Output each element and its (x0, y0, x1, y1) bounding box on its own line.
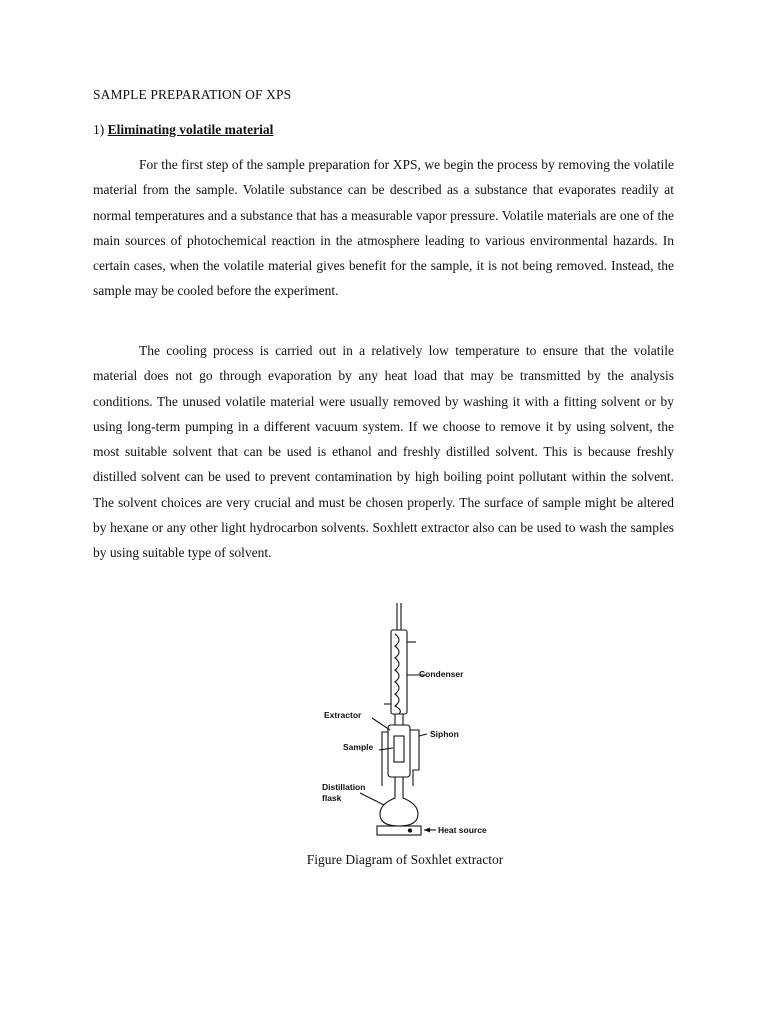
label-extractor: Extractor (324, 710, 362, 720)
soxhlet-figure (300, 600, 510, 840)
section-number: 1) (93, 122, 105, 137)
paragraph-2: The cooling process is carried out in a relatively low temperature to ensure that the volatile material does not go through evaporation by any heat load that may be transmitted by the analysis conditions. The unused volatile material were usually removed by washing it with a fitting solvent or by using long-term pumping in a different vacuum system. If we choose to remove it by using solvent, the most suitable solvent that can be used is ethanol and freshly distilled solvent. This is because freshly distilled solvent can be used to prevent contamination by high boiling point pollutant within the solvent. The solvent choices are very crucial and must be chosen properly. The surface of sample might be altered by hexane or any other light hydrocarbon solvents. Soxhlett extractor also can be used to wash the samples by using suitable type of solvent. (93, 343, 674, 561)
sample-thimble (394, 736, 404, 762)
distillation-flask (380, 790, 418, 826)
section-heading (93, 122, 273, 138)
label-condenser: Condenser (419, 669, 464, 679)
vapour-arm (382, 732, 388, 786)
figure-caption: Figure Diagram of Soxhlet extractor (306, 852, 504, 867)
label-distillation: Distillation (322, 782, 366, 792)
siphon-tube (410, 730, 419, 786)
section-title: Eliminating volatile material (107, 122, 274, 137)
sample-pointer (379, 748, 393, 750)
soxhlet-diagram (300, 600, 510, 840)
label-sample: Sample (343, 742, 374, 752)
siphon-pointer (419, 734, 427, 736)
document-heading: SAMPLE PREPARATION OF XPS (93, 87, 292, 102)
label-heat-source: Heat source (438, 825, 487, 835)
label-siphon: Siphon (430, 729, 459, 739)
extractor-pointer (372, 718, 390, 730)
heat-arrowhead (424, 828, 430, 833)
extractor-chamber (388, 725, 410, 777)
heat-source-plate (377, 826, 421, 835)
flask-pointer (360, 793, 384, 805)
label-flask: flask (322, 793, 342, 803)
paragraph-1: For the first step of the sample preparation for XPS, we begin the process by removing the volatile material from the sample. Volatile substance can be described as a substance that evaporates readily at normal temperatures and a substance that has a measurable vapor pressure. Volatile materials are one of the main sources of photochemical reaction in the atmosphere leading to various environmental hazards. In certain cases, when the volatile material gives benefit for the sample, it is not being removed. Instead, the sample may be cooled before the experiment. (93, 157, 674, 299)
condenser-coil (395, 634, 400, 714)
